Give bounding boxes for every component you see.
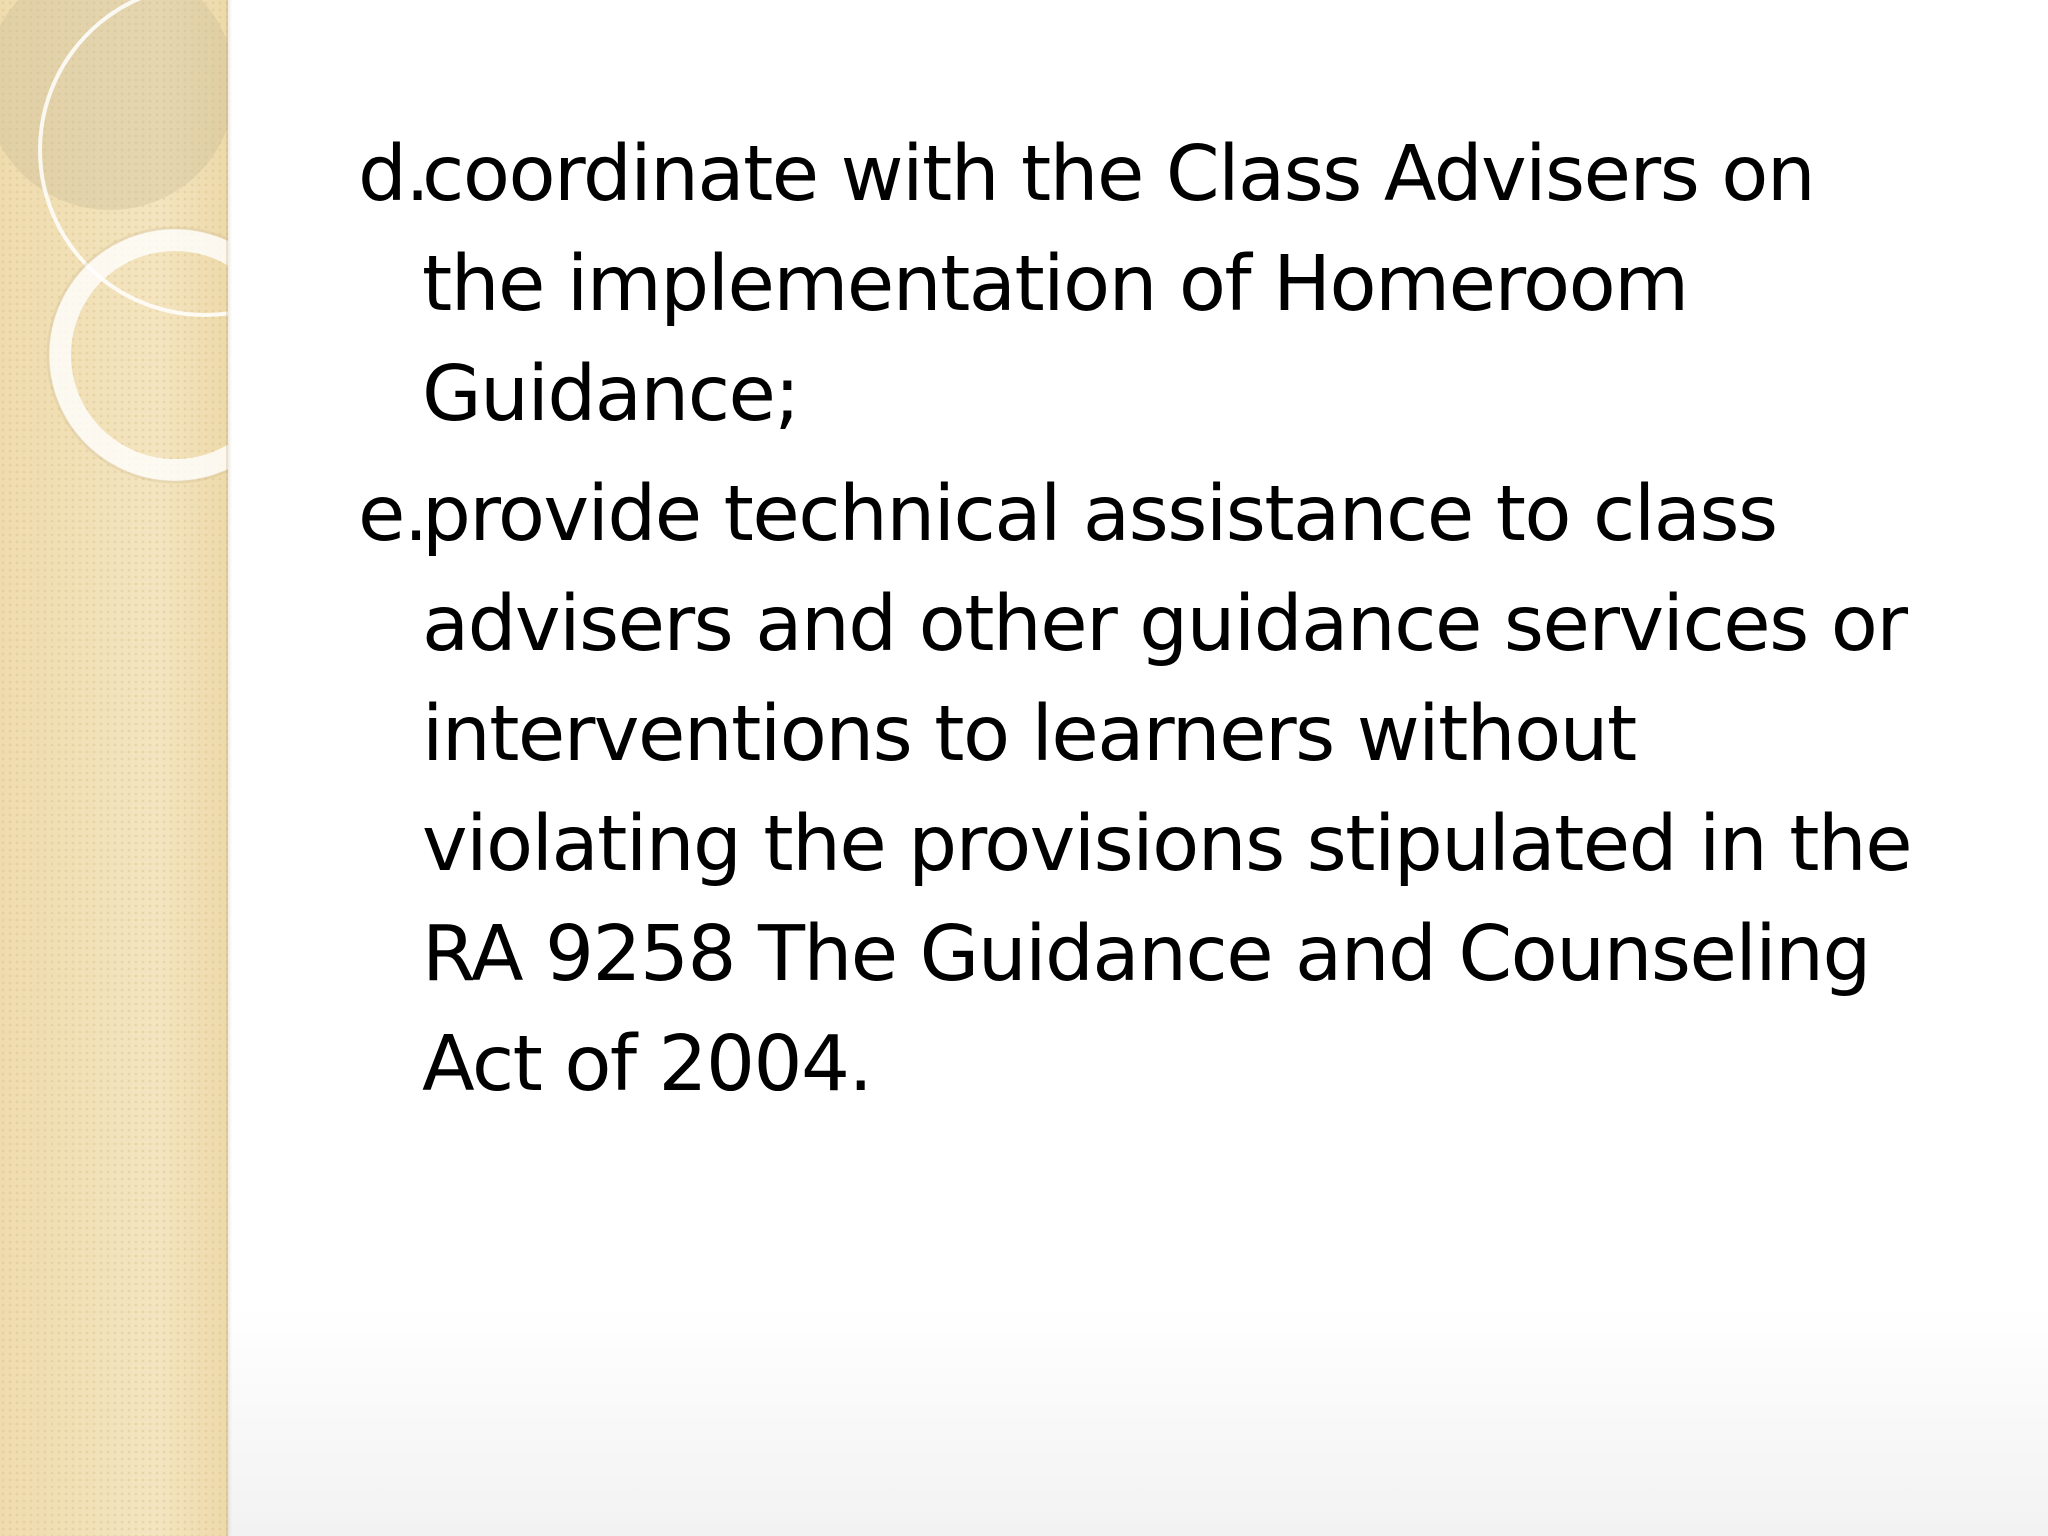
decorative-sidebar — [0, 0, 228, 1536]
shaded-circle — [0, 0, 228, 210]
list-marker: e. — [358, 470, 427, 559]
slide-content — [358, 120, 1998, 1130]
list-item-d — [358, 120, 1998, 450]
list-item-text: coordinate with the Class Advisers on the implementation of Homeroom Guidance; — [422, 130, 1815, 439]
small-ring-shadow — [48, 228, 228, 482]
list-item-e — [358, 460, 1998, 1120]
sidebar-edge — [226, 0, 232, 1536]
list-item-text: provide technical assistance to class advisers and other guidance services or interventions to learners without violating the provisions stipulated in the RA 9258 The Guidance and Counseling Act of 2004. — [422, 470, 1912, 1109]
list-marker: d. — [358, 130, 429, 219]
small-ring — [60, 240, 228, 470]
decorative-rings — [0, 0, 228, 520]
